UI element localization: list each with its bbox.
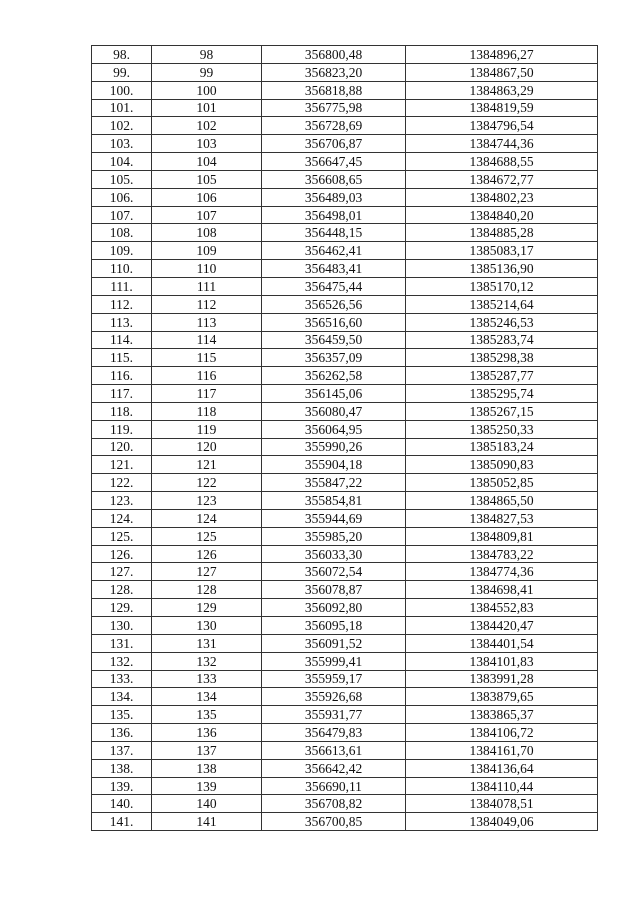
point-id-cell: 139 xyxy=(152,777,262,795)
row-number-cell: 108. xyxy=(92,224,152,242)
x-coordinate-cell: 356459,50 xyxy=(262,331,406,349)
row-number-cell: 129. xyxy=(92,599,152,617)
y-coordinate-cell: 1384802,23 xyxy=(406,188,598,206)
point-id-cell: 114 xyxy=(152,331,262,349)
y-coordinate-cell: 1384136,64 xyxy=(406,759,598,777)
table-row xyxy=(92,813,598,831)
table-row xyxy=(92,474,598,492)
row-number-cell: 116. xyxy=(92,367,152,385)
table-row xyxy=(92,206,598,224)
row-number-cell: 128. xyxy=(92,581,152,599)
point-id-cell: 134 xyxy=(152,688,262,706)
table-row xyxy=(92,688,598,706)
y-coordinate-cell: 1384896,27 xyxy=(406,46,598,64)
table-row xyxy=(92,331,598,349)
row-number-cell: 111. xyxy=(92,277,152,295)
point-id-cell: 122 xyxy=(152,474,262,492)
row-number-cell: 112. xyxy=(92,295,152,313)
point-id-cell: 106 xyxy=(152,188,262,206)
table-row xyxy=(92,224,598,242)
row-number-cell: 101. xyxy=(92,99,152,117)
x-coordinate-cell: 355931,77 xyxy=(262,706,406,724)
y-coordinate-cell: 1385246,53 xyxy=(406,313,598,331)
table-row xyxy=(92,741,598,759)
x-coordinate-cell: 356700,85 xyxy=(262,813,406,831)
y-coordinate-cell: 1384552,83 xyxy=(406,599,598,617)
x-coordinate-cell: 356479,83 xyxy=(262,724,406,742)
x-coordinate-cell: 356526,56 xyxy=(262,295,406,313)
table-row xyxy=(92,563,598,581)
y-coordinate-cell: 1385136,90 xyxy=(406,260,598,278)
point-id-cell: 119 xyxy=(152,420,262,438)
y-coordinate-cell: 1384698,41 xyxy=(406,581,598,599)
row-number-cell: 140. xyxy=(92,795,152,813)
point-id-cell: 110 xyxy=(152,260,262,278)
point-id-cell: 98 xyxy=(152,46,262,64)
point-id-cell: 104 xyxy=(152,153,262,171)
x-coordinate-cell: 356706,87 xyxy=(262,135,406,153)
table-row xyxy=(92,277,598,295)
row-number-cell: 109. xyxy=(92,242,152,260)
table-row xyxy=(92,545,598,563)
x-coordinate-cell: 355999,41 xyxy=(262,652,406,670)
y-coordinate-cell: 1385250,33 xyxy=(406,420,598,438)
row-number-cell: 100. xyxy=(92,81,152,99)
x-coordinate-cell: 356033,30 xyxy=(262,545,406,563)
row-number-cell: 124. xyxy=(92,509,152,527)
x-coordinate-cell: 356483,41 xyxy=(262,260,406,278)
row-number-cell: 127. xyxy=(92,563,152,581)
point-id-cell: 132 xyxy=(152,652,262,670)
x-coordinate-cell: 356489,03 xyxy=(262,188,406,206)
point-id-cell: 140 xyxy=(152,795,262,813)
y-coordinate-cell: 1384819,59 xyxy=(406,99,598,117)
row-number-cell: 133. xyxy=(92,670,152,688)
table-row xyxy=(92,527,598,545)
point-id-cell: 105 xyxy=(152,170,262,188)
table-row xyxy=(92,599,598,617)
x-coordinate-cell: 356145,06 xyxy=(262,385,406,403)
point-id-cell: 118 xyxy=(152,402,262,420)
x-coordinate-cell: 355854,81 xyxy=(262,492,406,510)
point-id-cell: 123 xyxy=(152,492,262,510)
y-coordinate-cell: 1384401,54 xyxy=(406,634,598,652)
table-row xyxy=(92,634,598,652)
table-row xyxy=(92,420,598,438)
x-coordinate-cell: 356095,18 xyxy=(262,617,406,635)
row-number-cell: 99. xyxy=(92,63,152,81)
point-id-cell: 102 xyxy=(152,117,262,135)
x-coordinate-cell: 356080,47 xyxy=(262,402,406,420)
table-row xyxy=(92,81,598,99)
y-coordinate-cell: 1383879,65 xyxy=(406,688,598,706)
y-coordinate-cell: 1383991,28 xyxy=(406,670,598,688)
point-id-cell: 138 xyxy=(152,759,262,777)
point-id-cell: 121 xyxy=(152,456,262,474)
x-coordinate-cell: 356800,48 xyxy=(262,46,406,64)
y-coordinate-cell: 1385298,38 xyxy=(406,349,598,367)
point-id-cell: 141 xyxy=(152,813,262,831)
x-coordinate-cell: 356078,87 xyxy=(262,581,406,599)
table-row xyxy=(92,367,598,385)
table-row xyxy=(92,509,598,527)
table-row xyxy=(92,170,598,188)
table-row xyxy=(92,456,598,474)
x-coordinate-cell: 356516,60 xyxy=(262,313,406,331)
row-number-cell: 132. xyxy=(92,652,152,670)
row-number-cell: 118. xyxy=(92,402,152,420)
x-coordinate-cell: 356642,42 xyxy=(262,759,406,777)
table-row xyxy=(92,617,598,635)
y-coordinate-cell: 1385295,74 xyxy=(406,385,598,403)
x-coordinate-cell: 356775,98 xyxy=(262,99,406,117)
x-coordinate-cell: 356357,09 xyxy=(262,349,406,367)
point-id-cell: 103 xyxy=(152,135,262,153)
row-number-cell: 98. xyxy=(92,46,152,64)
table-row xyxy=(92,492,598,510)
point-id-cell: 111 xyxy=(152,277,262,295)
y-coordinate-cell: 1384796,54 xyxy=(406,117,598,135)
y-coordinate-cell: 1384688,55 xyxy=(406,153,598,171)
y-coordinate-cell: 1384106,72 xyxy=(406,724,598,742)
table-row xyxy=(92,99,598,117)
x-coordinate-cell: 355847,22 xyxy=(262,474,406,492)
table-row xyxy=(92,795,598,813)
x-coordinate-cell: 356064,95 xyxy=(262,420,406,438)
table-row xyxy=(92,46,598,64)
point-id-cell: 99 xyxy=(152,63,262,81)
row-number-cell: 103. xyxy=(92,135,152,153)
y-coordinate-cell: 1384885,28 xyxy=(406,224,598,242)
y-coordinate-cell: 1385090,83 xyxy=(406,456,598,474)
table-row xyxy=(92,670,598,688)
y-coordinate-cell: 1384783,22 xyxy=(406,545,598,563)
row-number-cell: 126. xyxy=(92,545,152,563)
y-coordinate-cell: 1384161,70 xyxy=(406,741,598,759)
point-id-cell: 109 xyxy=(152,242,262,260)
y-coordinate-cell: 1384840,20 xyxy=(406,206,598,224)
y-coordinate-cell: 1383865,37 xyxy=(406,706,598,724)
point-id-cell: 136 xyxy=(152,724,262,742)
table-row xyxy=(92,581,598,599)
row-number-cell: 138. xyxy=(92,759,152,777)
x-coordinate-cell: 356072,54 xyxy=(262,563,406,581)
x-coordinate-cell: 355944,69 xyxy=(262,509,406,527)
row-number-cell: 119. xyxy=(92,420,152,438)
point-id-cell: 133 xyxy=(152,670,262,688)
point-id-cell: 137 xyxy=(152,741,262,759)
y-coordinate-cell: 1384672,77 xyxy=(406,170,598,188)
row-number-cell: 130. xyxy=(92,617,152,635)
point-id-cell: 130 xyxy=(152,617,262,635)
x-coordinate-cell: 356708,82 xyxy=(262,795,406,813)
x-coordinate-cell: 355959,17 xyxy=(262,670,406,688)
y-coordinate-cell: 1385287,77 xyxy=(406,367,598,385)
row-number-cell: 106. xyxy=(92,188,152,206)
row-number-cell: 131. xyxy=(92,634,152,652)
row-number-cell: 123. xyxy=(92,492,152,510)
x-coordinate-cell: 355904,18 xyxy=(262,456,406,474)
y-coordinate-cell: 1385183,24 xyxy=(406,438,598,456)
table-row xyxy=(92,260,598,278)
point-id-cell: 101 xyxy=(152,99,262,117)
row-number-cell: 135. xyxy=(92,706,152,724)
x-coordinate-cell: 355990,26 xyxy=(262,438,406,456)
y-coordinate-cell: 1385214,64 xyxy=(406,295,598,313)
row-number-cell: 113. xyxy=(92,313,152,331)
table-row xyxy=(92,759,598,777)
table-row xyxy=(92,777,598,795)
point-id-cell: 128 xyxy=(152,581,262,599)
x-coordinate-cell: 356091,52 xyxy=(262,634,406,652)
row-number-cell: 141. xyxy=(92,813,152,831)
point-id-cell: 135 xyxy=(152,706,262,724)
row-number-cell: 137. xyxy=(92,741,152,759)
y-coordinate-cell: 1384078,51 xyxy=(406,795,598,813)
point-id-cell: 125 xyxy=(152,527,262,545)
point-id-cell: 120 xyxy=(152,438,262,456)
table-row xyxy=(92,385,598,403)
point-id-cell: 127 xyxy=(152,563,262,581)
row-number-cell: 110. xyxy=(92,260,152,278)
row-number-cell: 115. xyxy=(92,349,152,367)
table-row xyxy=(92,153,598,171)
table-row xyxy=(92,117,598,135)
y-coordinate-cell: 1384101,83 xyxy=(406,652,598,670)
x-coordinate-cell: 356462,41 xyxy=(262,242,406,260)
row-number-cell: 117. xyxy=(92,385,152,403)
table-row xyxy=(92,706,598,724)
table-row xyxy=(92,724,598,742)
x-coordinate-cell: 356818,88 xyxy=(262,81,406,99)
point-id-cell: 115 xyxy=(152,349,262,367)
y-coordinate-cell: 1384867,50 xyxy=(406,63,598,81)
row-number-cell: 120. xyxy=(92,438,152,456)
row-number-cell: 102. xyxy=(92,117,152,135)
row-number-cell: 121. xyxy=(92,456,152,474)
table-row xyxy=(92,135,598,153)
y-coordinate-cell: 1384865,50 xyxy=(406,492,598,510)
point-id-cell: 112 xyxy=(152,295,262,313)
row-number-cell: 107. xyxy=(92,206,152,224)
table-row xyxy=(92,295,598,313)
table-row xyxy=(92,188,598,206)
y-coordinate-cell: 1385083,17 xyxy=(406,242,598,260)
point-id-cell: 100 xyxy=(152,81,262,99)
row-number-cell: 114. xyxy=(92,331,152,349)
x-coordinate-cell: 356690,11 xyxy=(262,777,406,795)
point-id-cell: 124 xyxy=(152,509,262,527)
y-coordinate-cell: 1384863,29 xyxy=(406,81,598,99)
x-coordinate-cell: 356092,80 xyxy=(262,599,406,617)
x-coordinate-cell: 356448,15 xyxy=(262,224,406,242)
row-number-cell: 136. xyxy=(92,724,152,742)
point-id-cell: 129 xyxy=(152,599,262,617)
y-coordinate-cell: 1384049,06 xyxy=(406,813,598,831)
table-row xyxy=(92,402,598,420)
y-coordinate-cell: 1385267,15 xyxy=(406,402,598,420)
y-coordinate-cell: 1384110,44 xyxy=(406,777,598,795)
point-id-cell: 108 xyxy=(152,224,262,242)
y-coordinate-cell: 1385283,74 xyxy=(406,331,598,349)
x-coordinate-cell: 356728,69 xyxy=(262,117,406,135)
row-number-cell: 125. xyxy=(92,527,152,545)
y-coordinate-cell: 1384420,47 xyxy=(406,617,598,635)
y-coordinate-cell: 1384827,53 xyxy=(406,509,598,527)
row-number-cell: 104. xyxy=(92,153,152,171)
y-coordinate-cell: 1384744,36 xyxy=(406,135,598,153)
x-coordinate-cell: 356262,58 xyxy=(262,367,406,385)
y-coordinate-cell: 1385052,85 xyxy=(406,474,598,492)
x-coordinate-cell: 356647,45 xyxy=(262,153,406,171)
x-coordinate-cell: 355926,68 xyxy=(262,688,406,706)
point-id-cell: 116 xyxy=(152,367,262,385)
table-row xyxy=(92,652,598,670)
table-row xyxy=(92,438,598,456)
x-coordinate-cell: 356498,01 xyxy=(262,206,406,224)
y-coordinate-cell: 1384774,36 xyxy=(406,563,598,581)
point-id-cell: 126 xyxy=(152,545,262,563)
table-row xyxy=(92,313,598,331)
x-coordinate-cell: 356608,65 xyxy=(262,170,406,188)
coordinate-table xyxy=(91,45,598,831)
table-row xyxy=(92,349,598,367)
point-id-cell: 107 xyxy=(152,206,262,224)
x-coordinate-cell: 356475,44 xyxy=(262,277,406,295)
row-number-cell: 134. xyxy=(92,688,152,706)
x-coordinate-cell: 356823,20 xyxy=(262,63,406,81)
row-number-cell: 105. xyxy=(92,170,152,188)
point-id-cell: 113 xyxy=(152,313,262,331)
point-id-cell: 117 xyxy=(152,385,262,403)
coordinate-table-body xyxy=(92,46,598,831)
row-number-cell: 139. xyxy=(92,777,152,795)
x-coordinate-cell: 355985,20 xyxy=(262,527,406,545)
table-row xyxy=(92,63,598,81)
x-coordinate-cell: 356613,61 xyxy=(262,741,406,759)
point-id-cell: 131 xyxy=(152,634,262,652)
y-coordinate-cell: 1384809,81 xyxy=(406,527,598,545)
y-coordinate-cell: 1385170,12 xyxy=(406,277,598,295)
row-number-cell: 122. xyxy=(92,474,152,492)
table-row xyxy=(92,242,598,260)
